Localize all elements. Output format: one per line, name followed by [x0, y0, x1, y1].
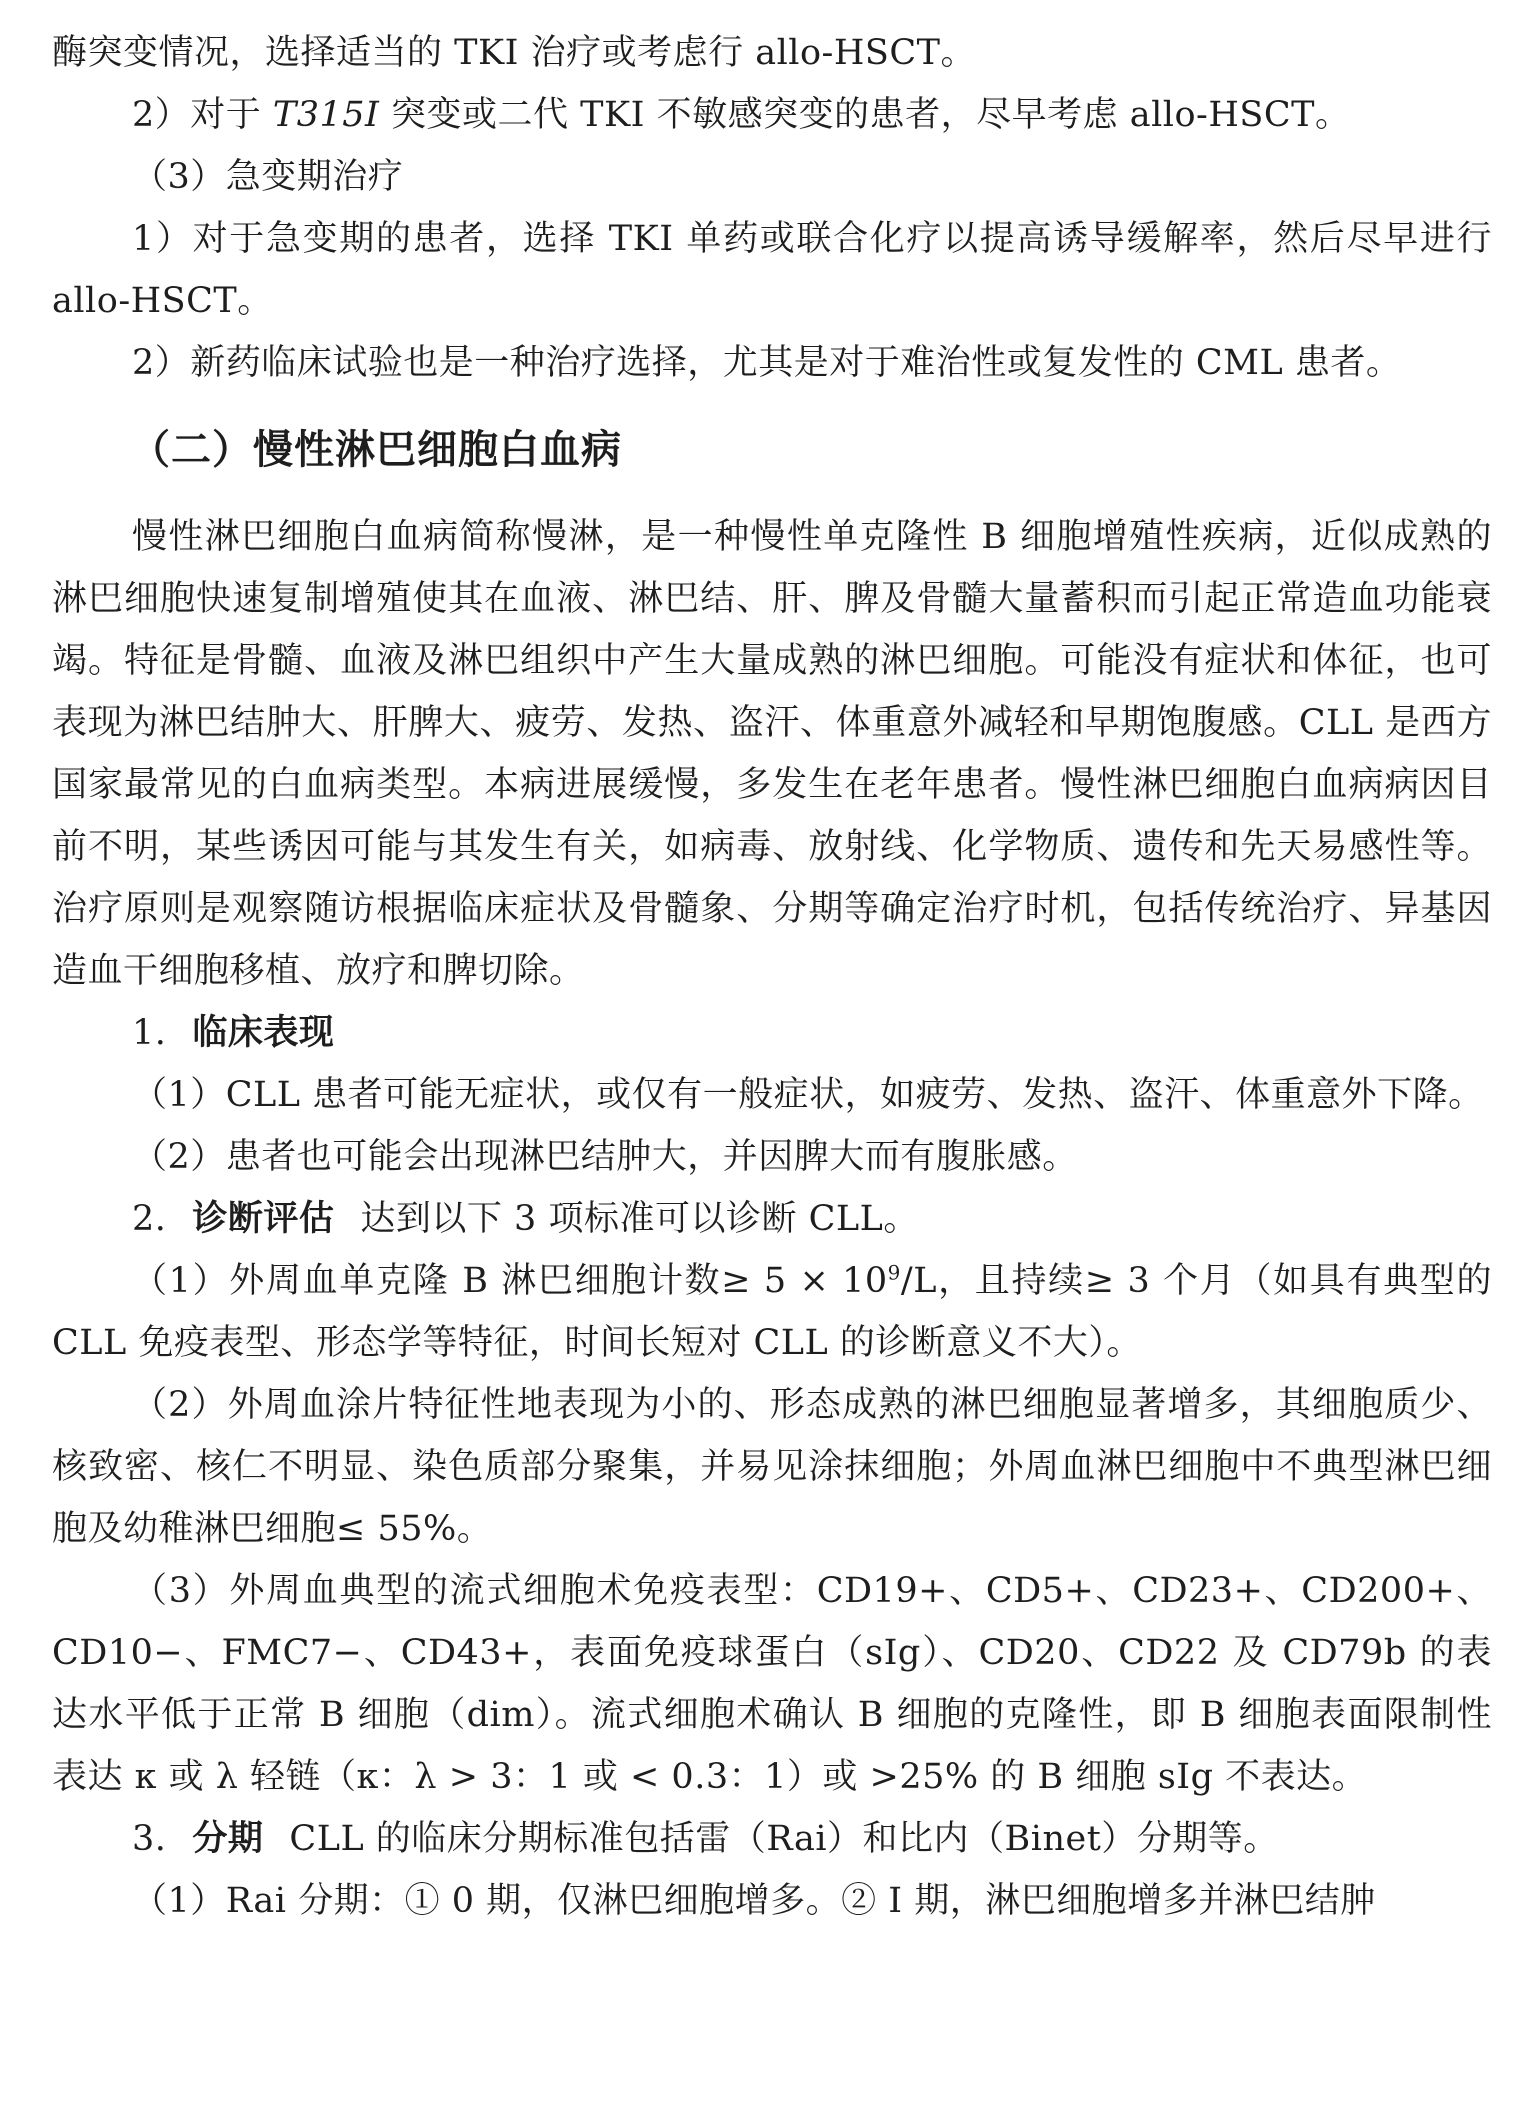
cll-diagnosis-item-1: [52, 1250, 1492, 1374]
cll-staging-item-1: （1）Rai 分期：① 0 期，仅淋巴细胞增多。② Ⅰ 期，淋巴细胞增多并淋巴结肿: [132, 1881, 1376, 1921]
section-title: 临床表现: [192, 1013, 335, 1053]
section-number: 1.: [132, 1013, 167, 1053]
cll-intro-paragraph: 慢性淋巴细胞白血病简称慢淋，是一种慢性单克隆性 B 细胞增殖性疾病，近似成熟的淋巴细胞快速复制增殖使其在血液、淋巴结、肝、脾及骨髓大量蓄积而引起正常造血功能衰竭。特征是骨髓、血液及淋巴组织中产生大量成熟的淋巴细胞。可能没有症状和体征，也可表现为淋巴结肿大、肝脾大、疲劳、发热、盗汗、体重意外减轻和早期饱腹感。CLL 是西方国家最常见的白血病类型。本病进展缓慢，多发生在老年患者。慢性淋巴细胞白血病病因目前不明，某些诱因可能与其发生有关，如病毒、放射线、化学物质、遗传和先天易感性等。治疗原则是观察随访根据临床症状及骨髓象、分期等确定治疗时机，包括传统治疗、异基因造血干细胞移植、放疗和脾切除。: [52, 517, 1492, 991]
cll-clinical-item-2: （2）患者也可能会出现淋巴结肿大，并因脾大而有腹胀感。: [132, 1137, 1078, 1177]
diagnosis-item-1-part-a: （1）外周血单克隆 B 淋巴细胞计数≥ 5 × 10: [132, 1261, 888, 1301]
diagnosis-item-1-part-b: /L，且持续≥ 3 个月（如具有典型的 CLL 免疫表型、形态学等特征，时间长短对 CLL 的诊断意义不大）。: [52, 1261, 1492, 1363]
cml-item-t315i-prefix: 2）对于: [132, 95, 273, 135]
cll-section-2-heading: [52, 1188, 1492, 1250]
mutation-name: T315I: [272, 95, 380, 135]
exponent: 9: [887, 1260, 901, 1285]
cll-section-1-heading: [52, 1002, 1492, 1064]
cll-section-heading: （二）慢性淋巴细胞白血病: [130, 427, 622, 473]
cll-section-3-heading: [52, 1808, 1492, 1870]
section-intro: 达到以下 3 项标准可以诊断 CLL。: [360, 1199, 919, 1239]
section-number: 3.: [132, 1819, 167, 1859]
section-intro: CLL 的临床分期标准包括雷（Rai）和比内（Binet）分期等。: [289, 1819, 1279, 1859]
cml-blast-item-1: 1）对于急变期的患者，选择 TKI 单药或联合化疗以提高诱导缓解率，然后尽早进行 allo-HSCT。: [52, 219, 1492, 321]
cll-diagnosis-item-2: （2）外周血涂片特征性地表现为小的、形态成熟的淋巴细胞显著增多，其细胞质少、核致密、核仁不明显、染色质部分聚集，并易见涂抹细胞；外周血淋巴细胞中不典型淋巴细胞及幼稚淋巴细胞≤ 55%。: [52, 1385, 1492, 1549]
cml-item-t315i-suffix: 突变或二代 TKI 不敏感突变的患者，尽早考虑 allo-HSCT。: [379, 95, 1351, 135]
section-title: 分期: [192, 1819, 264, 1859]
cll-clinical-item-1: （1）CLL 患者可能无症状，或仅有一般症状，如疲劳、发热、盗汗、体重意外下降。: [132, 1075, 1484, 1115]
section-number: 2.: [132, 1199, 167, 1239]
cml-blast-phase-title: （3）急变期治疗: [132, 157, 404, 197]
section-title: 诊断评估: [192, 1199, 335, 1239]
cml-continuation-line: 酶突变情况，选择适当的 TKI 治疗或考虑行 allo-HSCT。: [52, 33, 976, 73]
cml-item-t315i: [52, 84, 1492, 146]
cll-diagnosis-item-3: （3）外周血典型的流式细胞术免疫表型：CD19+、CD5+、CD23+、CD200+、CD10−、FMC7−、CD43+，表面免疫球蛋白（sIg）、CD20、CD22 及 CD79b 的表达水平低于正常 B 细胞（dim）。流式细胞术确认 B 细胞的克隆性，即 B 细胞表面限制性表达 κ 或 λ 轻链（κ：λ > 3：1 或 < 0.3：1）或 >25% 的 B 细胞 sIg 不表达。: [52, 1571, 1492, 1797]
cml-blast-item-2: 2）新药临床试验也是一种治疗选择，尤其是对于难治性或复发性的 CML 患者。: [132, 343, 1402, 383]
document-page: [52, 22, 1492, 1932]
